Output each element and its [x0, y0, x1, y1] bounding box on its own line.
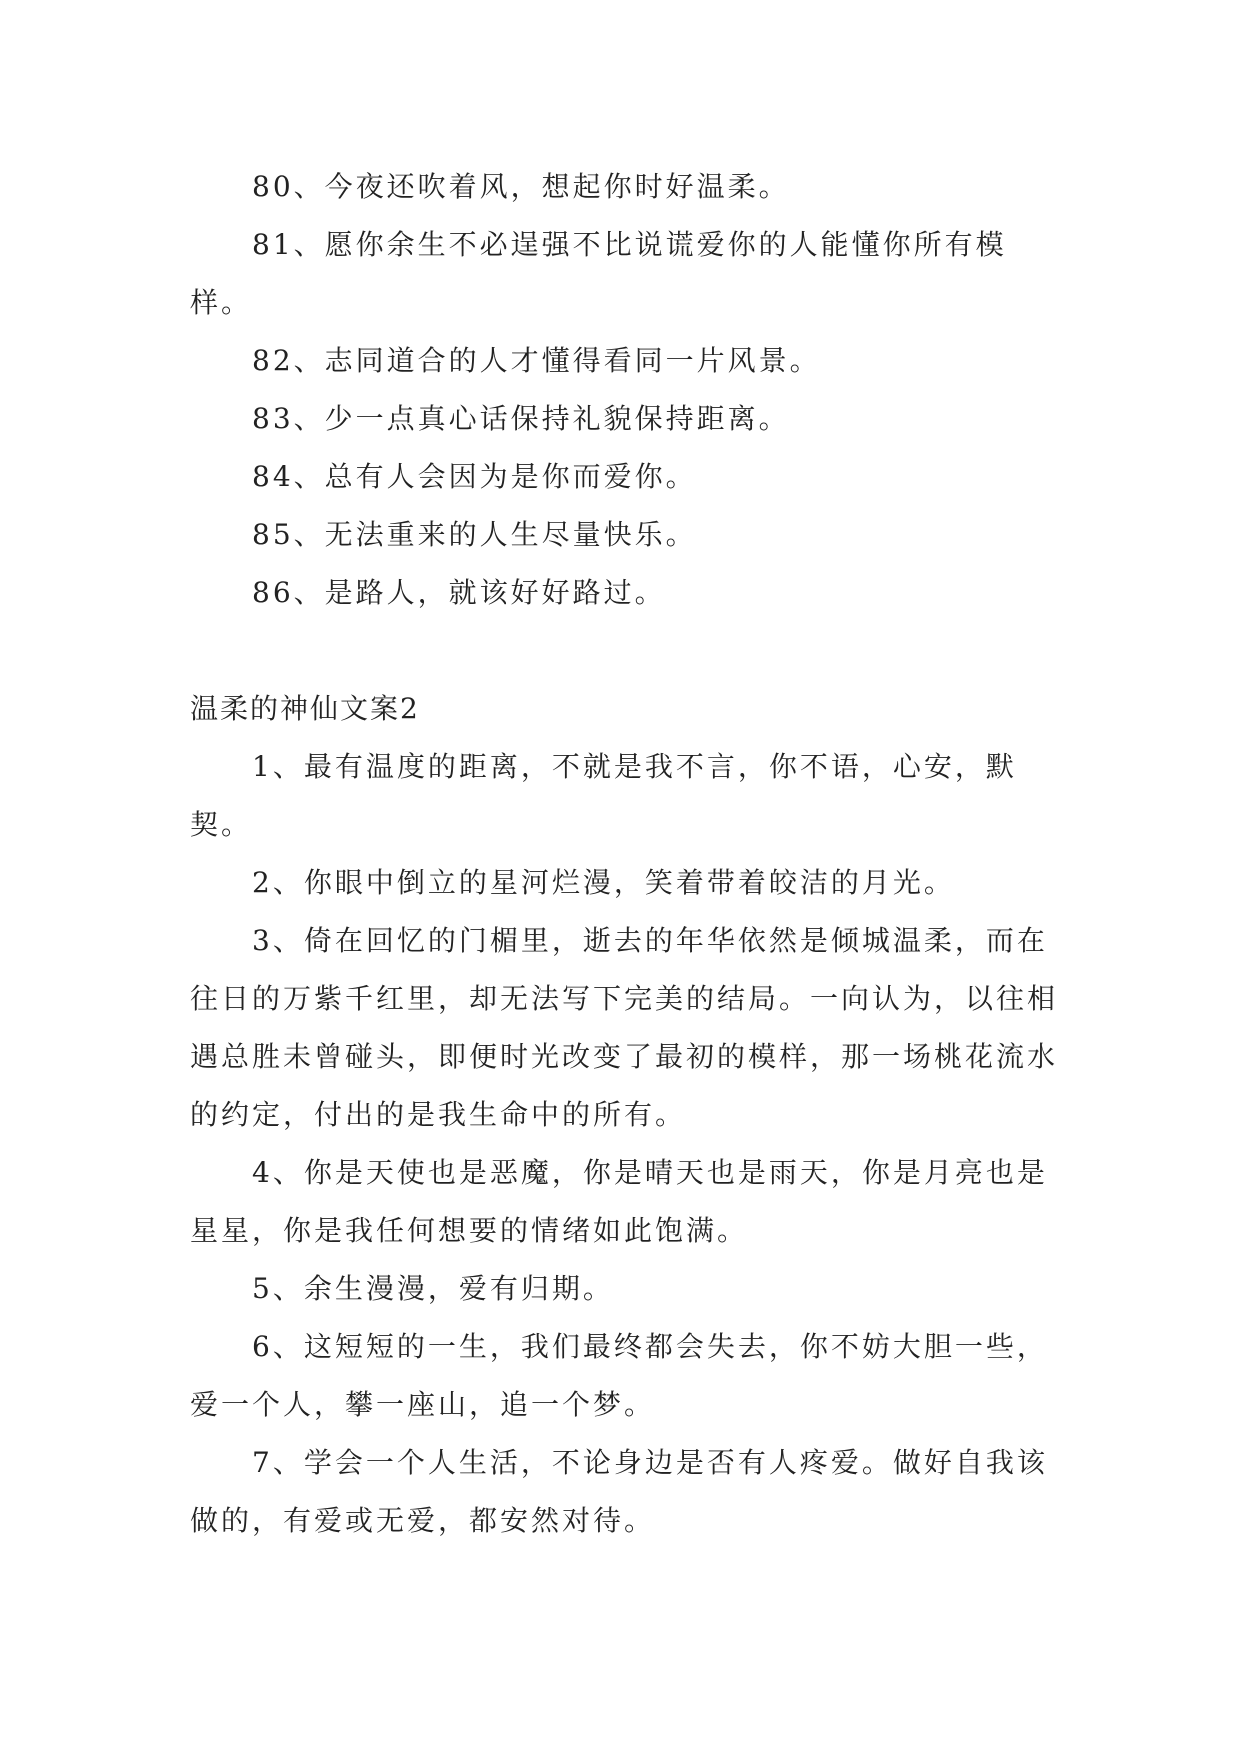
- list-item: 5、余生漫漫，爱有归期。: [252, 1272, 614, 1305]
- list-item: 3、倚在回忆的门楣里，逝去的年华依然是倾城温柔，而在往日的万紫千红里，却无法写下完美的结局。一向认为，以往相遇总胜未曾碰头，即便时光改变了最初的模样，那一场桃花流水的约定，付出的是我生命中的所有。: [190, 924, 1059, 1131]
- list-item: 2、你眼中倒立的星河烂漫，笑着带着皎洁的月光。: [252, 866, 955, 899]
- list-item: 81、愿你余生不必逞强不比说谎爱你的人能懂你所有模样。: [190, 228, 1007, 319]
- list-item: 1、最有温度的距离，不就是我不言，你不语，心安，默契。: [190, 750, 1017, 841]
- section-heading: 温柔的神仙文案2: [190, 692, 420, 725]
- section-gap: [190, 622, 1060, 680]
- list-item: 80、今夜还吹着风，想起你时好温柔。: [252, 170, 790, 203]
- list-item: 83、少一点真心话保持礼貌保持距离。: [252, 402, 790, 435]
- list-item: 82、志同道合的人才懂得看同一片风景。: [252, 344, 821, 377]
- list-item: 85、无法重来的人生尽量快乐。: [252, 518, 697, 551]
- list-item: 7、学会一个人生活，不论身边是否有人疼爱。做好自我该做的，有爱或无爱，都安然对待。: [190, 1446, 1048, 1537]
- document-content: [190, 158, 1060, 1550]
- list-item: 84、总有人会因为是你而爱你。: [252, 460, 697, 493]
- list-item: 4、你是天使也是恶魔，你是晴天也是雨天，你是月亮也是星星，你是我任何想要的情绪如此饱满。: [190, 1156, 1048, 1247]
- list-item: 6、这短短的一生，我们最终都会失去，你不妨大胆一些，爱一个人，攀一座山，追一个梦。: [190, 1330, 1048, 1421]
- list-item: 86、是路人，就该好好路过。: [252, 576, 666, 609]
